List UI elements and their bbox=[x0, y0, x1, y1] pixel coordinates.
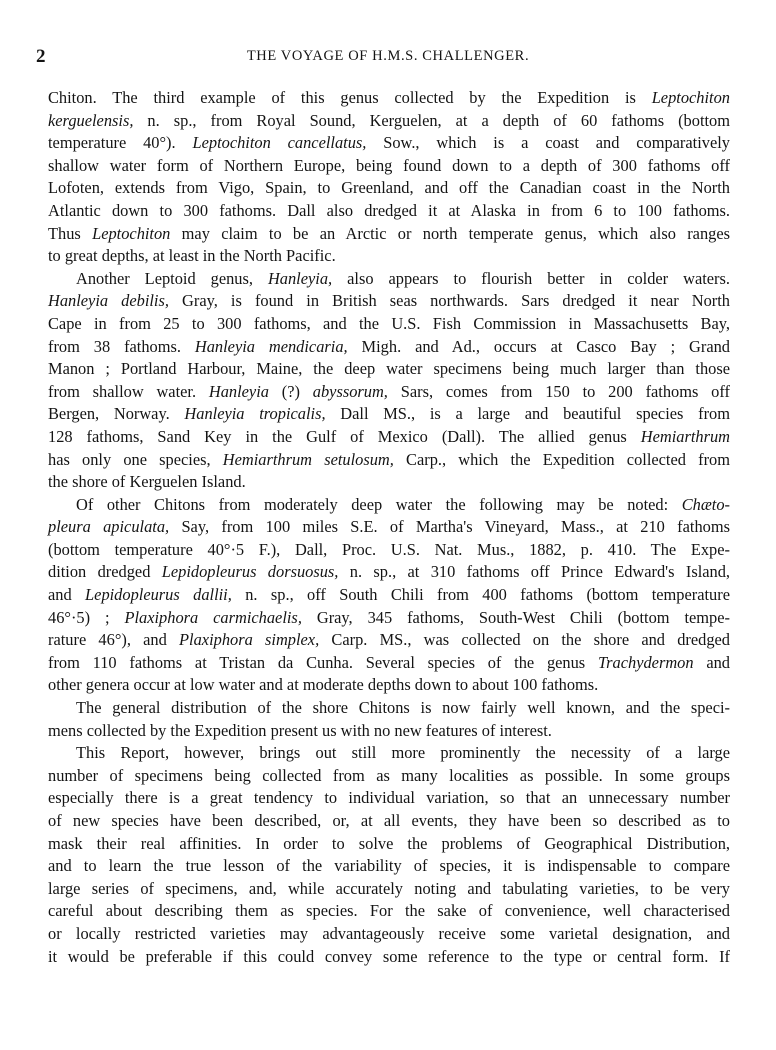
italic-text: pleura apiculata, bbox=[48, 517, 170, 537]
text-span: and bbox=[48, 585, 86, 605]
text-span: Chiton. The third example of this genus collected by the Expedition is bbox=[48, 88, 652, 107]
italic-text: Plaxiphora simplex, bbox=[179, 630, 320, 650]
italic-text: Hemiarthrum setulosum, bbox=[222, 449, 394, 469]
text-span: it would be preferable if this could convey some reference to the type or central form. If bbox=[48, 946, 730, 966]
text-span: n. sp., from Royal Sound, Kerguelen, at a depth of 60 fathoms (bottom bbox=[133, 110, 730, 130]
text-line bbox=[48, 177, 730, 200]
text-span: n. sp., off South Chili from 400 fathoms (bottom temperature bbox=[231, 585, 730, 605]
text-line bbox=[48, 426, 730, 449]
text-span: (bottom temperature 40°·5 F.), Dall, Proc. U.S. Nat. Mus., 1882, p. 410. The Expe- bbox=[48, 539, 730, 559]
text-line bbox=[48, 742, 730, 765]
text-line bbox=[48, 132, 730, 155]
text-span: Carp., which the Expedition collected from bbox=[393, 449, 730, 469]
text-span: dition dredged bbox=[48, 562, 162, 582]
text-line bbox=[48, 674, 730, 697]
italic-text: Plaxiphora carmichaelis, bbox=[124, 607, 302, 627]
text-span: Atlantic down to 300 fathoms. Dall also dredged it at Alaska in from 6 to 100 fathoms. bbox=[48, 200, 730, 220]
text-span: Say, from 100 miles S.E. of Martha's Vineyard, Mass., at 210 fathoms bbox=[169, 517, 730, 537]
text-span: from 110 fathoms at Tristan da Cunha. Several species of the genus bbox=[48, 652, 598, 672]
italic-text: Trachydermon bbox=[597, 652, 694, 672]
text-line bbox=[48, 358, 730, 381]
italic-text: Leptochiton bbox=[651, 88, 730, 107]
text-span: the shore of Kerguelen Island. bbox=[48, 472, 246, 492]
text-span: Cape in from 25 to 300 fathoms, and the U.S. Fish Commission in Massachusetts Bay, bbox=[48, 313, 730, 333]
text-line bbox=[48, 584, 730, 607]
text-line bbox=[48, 268, 730, 291]
italic-text: Hanleyia mendicaria, bbox=[194, 336, 348, 356]
text-line bbox=[48, 471, 730, 494]
text-span: Lofoten, extends from Vigo, Spain, to Greenland, and off the Canadian coast in the North bbox=[48, 178, 730, 198]
text-span: may claim to be an Arctic or north temperate genus, which also ranges bbox=[170, 223, 730, 243]
text-line bbox=[48, 245, 730, 268]
text-span: temperature 40°). bbox=[48, 133, 193, 153]
text-span: mask their real affinities. In order to solve the problems of Geographical Distribution, bbox=[48, 833, 730, 853]
body-text bbox=[48, 87, 730, 968]
text-span: Thus bbox=[48, 223, 93, 243]
text-span: Dall MS., is a large and beautiful species from bbox=[325, 404, 730, 424]
text-span: Another Leptoid genus, bbox=[76, 268, 268, 288]
text-line bbox=[48, 223, 730, 246]
text-line bbox=[48, 607, 730, 630]
italic-text: Lepidopleurus dallii, bbox=[85, 585, 232, 605]
text-line bbox=[48, 923, 730, 946]
text-line bbox=[48, 516, 730, 539]
text-span: Manon ; Portland Harbour, Maine, the deep water specimens being much larger than those bbox=[48, 359, 730, 379]
text-span: of new species have been described, or, at all events, they have been so described as to bbox=[48, 811, 730, 830]
text-span: 128 fathoms, Sand Key in the Gulf of Mexico (Dall). The allied genus bbox=[48, 426, 641, 446]
text-span: Sow., which is a coast and comparatively bbox=[366, 133, 730, 153]
italic-text: Lepidopleurus dorsuosus, bbox=[161, 562, 339, 582]
text-line bbox=[48, 494, 730, 517]
text-span: Gray, is found in British seas northwards. Sars dredged it near North bbox=[168, 291, 730, 311]
text-line bbox=[48, 290, 730, 313]
text-line bbox=[48, 313, 730, 336]
text-line bbox=[48, 878, 730, 901]
text-line bbox=[48, 629, 730, 652]
text-line bbox=[48, 787, 730, 810]
text-span: The general distribution of the shore Chitons is now fairly well known, and the speci- bbox=[76, 698, 730, 718]
text-span: careful about describing them as species. For the sake of convenience, well characterised bbox=[48, 901, 730, 921]
text-span: other genera occur at low water and at moderate depths down to about 100 fathoms. bbox=[48, 675, 599, 695]
text-span: n. sp., at 310 fathoms off Prince Edward's Island, bbox=[338, 562, 731, 582]
italic-text: Hemiarthrum bbox=[640, 426, 730, 446]
text-span: from shallow water. bbox=[48, 381, 209, 401]
text-line bbox=[48, 720, 730, 743]
text-line bbox=[48, 833, 730, 856]
italic-text: Hanleyia bbox=[208, 381, 269, 401]
text-span: and to learn the true lesson of the variability of species, it is indispensable to compare bbox=[48, 856, 730, 876]
text-line bbox=[48, 900, 730, 923]
text-line bbox=[48, 946, 730, 969]
italic-text: Chæto- bbox=[681, 494, 730, 514]
text-span: Bergen, Norway. bbox=[48, 404, 185, 424]
text-span: has only one species, bbox=[48, 449, 223, 469]
text-span: shallow water form of Northern Europe, being found down to a depth of 300 fathoms off bbox=[48, 155, 730, 175]
text-line bbox=[48, 855, 730, 878]
italic-text: Hanleyia debilis, bbox=[48, 291, 169, 311]
text-span: rature 46°), and bbox=[48, 630, 180, 650]
text-line bbox=[48, 765, 730, 788]
text-span: and bbox=[693, 652, 730, 672]
text-span: mens collected by the Expedition present us with no new features of interest. bbox=[48, 720, 552, 740]
italic-text: Leptochiton bbox=[92, 223, 171, 243]
page-number: 2 bbox=[36, 46, 46, 67]
text-line bbox=[48, 200, 730, 223]
text-line bbox=[48, 561, 730, 584]
text-line bbox=[48, 155, 730, 178]
text-span: 46°·5) ; bbox=[48, 607, 125, 627]
text-span: number of specimens being collected from as many localities as possible. In some groups bbox=[48, 765, 730, 785]
italic-text: Hanleyia, bbox=[267, 268, 333, 288]
text-line bbox=[48, 810, 730, 833]
text-line bbox=[48, 449, 730, 472]
text-span: to great depths, at least in the North Pacific. bbox=[48, 246, 336, 266]
text-span: (?) bbox=[268, 381, 313, 401]
text-line bbox=[48, 336, 730, 359]
italic-text: kerguelensis, bbox=[48, 110, 134, 130]
text-line bbox=[48, 697, 730, 720]
text-span: Of other Chitons from moderately deep water the following may be noted: bbox=[76, 494, 682, 514]
text-span: Gray, 345 fathoms, South-West Chili (bottom tempe- bbox=[301, 607, 730, 627]
text-span: from 38 fathoms. bbox=[48, 336, 195, 356]
text-line bbox=[48, 652, 730, 675]
running-head: THE VOYAGE OF H.M.S. CHALLENGER. bbox=[246, 48, 530, 64]
text-span: Carp. MS., was collected on the shore and dredged bbox=[319, 630, 730, 650]
text-span: This Report, however, brings out still more prominently the necessity of a large bbox=[76, 743, 730, 763]
text-span: Migh. and Ad., occurs at Casco Bay ; Grand bbox=[347, 336, 731, 356]
text-line bbox=[48, 403, 730, 426]
text-line bbox=[48, 87, 730, 110]
text-line bbox=[48, 539, 730, 562]
text-span: especially there is a great tendency to individual variation, so that an unnecessary number bbox=[48, 788, 730, 808]
text-line bbox=[48, 110, 730, 133]
italic-text: Leptochiton cancellatus, bbox=[192, 133, 367, 153]
italic-text: abyssorum, bbox=[312, 381, 388, 401]
italic-text: Hanleyia tropicalis, bbox=[184, 404, 326, 424]
text-span: also appears to flourish better in colder waters. bbox=[332, 268, 730, 288]
text-span: Sars, comes from 150 to 200 fathoms off bbox=[387, 381, 730, 401]
text-span: or locally restricted varieties may advantageously receive some varietal designation, and bbox=[48, 923, 730, 943]
page-header bbox=[36, 46, 740, 70]
text-line bbox=[48, 381, 730, 404]
text-span: large series of specimens, and, while accurately noting and tabulating varieties, to be very bbox=[48, 878, 730, 898]
